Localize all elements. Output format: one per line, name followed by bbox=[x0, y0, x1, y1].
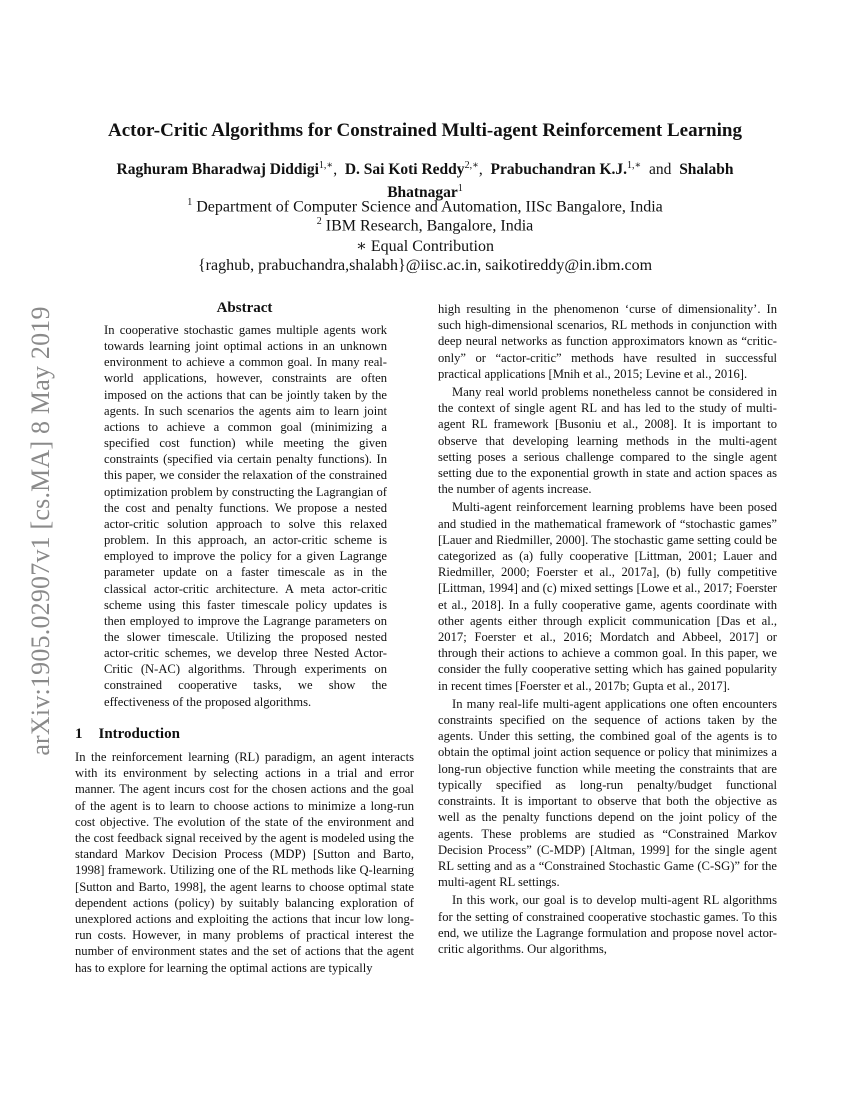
section-number: 1 bbox=[75, 726, 83, 742]
paper-title: Actor-Critic Algorithms for Constrained Multi-agent Reinforcement Learning bbox=[108, 120, 742, 141]
author-list: Raghuram Bharadwaj Diddigi$^{1,∗}$, D. Sai Koti Reddy$^{2,∗}$, Prabuchandran K.J.$^{1,∗}$ and Shalabh Bhatnagar$^1$ bbox=[116, 160, 734, 202]
affiliation-text: Department of Computer Science and Automation, IISc Bangalore, India bbox=[196, 198, 663, 216]
right-column-body bbox=[438, 301, 777, 959]
affiliation-text: IBM Research, Bangalore, India bbox=[325, 217, 534, 235]
body-paragraph: In many real-life multi-agent applications one often encounters constraints specified on the sequence of actions taken by the agents. Under this setting, the combined goal of the agents is to obtain the optimal joint action sequence or policy that minimizes a long-run objective function while meeting the constraints that are typically specified as long-run penalty/budget functional constraints. It is important to observe that both the objective as well as the penalty functions depend on the joint policy of the agents. These problems are studied as “Constrained Markov Decision Process” (C-MDP) [Altman, 1999] for the single agent RL setting and as a “Constrained Stochastic Game (C-SG)” for the multi-agent RL settings. bbox=[438, 696, 777, 890]
abstract-heading: Abstract bbox=[216, 300, 273, 316]
affiliation-line bbox=[60, 236, 790, 256]
author-affil-mark: 2,∗ bbox=[464, 160, 479, 171]
author-emails: {raghub, prabuchandra,shalabh}@iisc.ac.in, saikotireddy@in.ibm.com bbox=[197, 257, 653, 274]
section-title: Introduction bbox=[98, 726, 180, 742]
body-paragraph: In the reinforcement learning (RL) paradigm, an agent interacts with its environment by selecting actions in a trial and error manner. The agent incurs cost for the chosen actions and the goal of the agent is to learn to choose actions to minimize a long-run cost objective. The evolution of the state of the environment and the cost feedback signal received by the agent is modeled using the standard Markov Decision Process (MDP) [Sutton and Barto, 1998] framework. Utilizing one of the RL methods like Q-learning [Sutton and Barto, 1998], the agent learns to choose optimal state dependent actions (policy) by suitably balancing exploration of unexplored actions and exploiting the actions that incur low long-run costs. However, in many problems of practical interest the number of environment states and the set of actions that the agent has to explore for learning the optimal actions are typically bbox=[75, 750, 414, 975]
author-affil-mark: 1,∗ bbox=[627, 160, 642, 171]
body-paragraph: Many real world problems nonetheless cannot be considered in the context of single agent RL and has led to the study of multi-agent RL framework [Busoniu et al., 2008]. It is important to observe that developing learning methods in the multi-agent setting poses a serious challenge compared to the single agent setting due to the exponential growth in state and action spaces as the number of agents increase. bbox=[438, 385, 777, 497]
affiliation-mark: 2 bbox=[316, 216, 322, 227]
affiliation-mark: ∗ bbox=[356, 238, 367, 255]
author-name: Shalabh Bhatnagar bbox=[387, 161, 734, 202]
author-affil-mark: 1,∗ bbox=[318, 160, 334, 171]
author-conjunction: and bbox=[649, 161, 672, 179]
arxiv-stamp-text: arXiv:1905.02907v1 [cs.MA] 8 May 2019 bbox=[26, 306, 55, 756]
affiliation-line bbox=[60, 197, 790, 216]
affiliation-line bbox=[60, 216, 790, 235]
body-paragraph: In this work, our goal is to develop multi-agent RL algorithms for the setting of constrained cooperative stochastic games. To this end, we utilize the Lagrange formulation and propose novel actor-critic algorithms. Our algorithms, bbox=[438, 893, 777, 956]
body-paragraph: Multi-agent reinforcement learning problems have been posed and studied in the mathematical framework of “stochastic games” [Lauer and Riedmiller, 2000]. The stochastic game setting could be categorized as (a) fully cooperative [Littman, 2001; Lauer and Riedmiller, 2000; Foerster et al., 2017a], (b) fully competitive [Littman, 1994] and (c) mixed settings [Lowe et al., 2017; Foerster et al., 2018]. In a fully cooperative game, agents coordinate with other agents either through explicit communication [Das et al., 2017; Foerster et al., 2016; Mordatch and Abbeel, 2017] or through their actions to achieve a common goal. In this paper, we consider the fully cooperative setting which has gained popularity in recent times [Foerster et al., 2017b; Gupta et al., 2017]. bbox=[438, 500, 777, 693]
affiliation-mark: 1 bbox=[187, 197, 193, 208]
author-name: Raghuram Bharadwaj Diddigi bbox=[116, 161, 319, 179]
body-paragraph: high resulting in the phenomenon ‘curse of dimensionality’. In such high-dimensional scenarios, RL methods in conjunction with deep neural networks as function approximators known as “critic-only” or “actor-critic” methods have resulted in successful practical applications [Mnih et al., 2015; Levine et al., 2016]. bbox=[438, 302, 777, 381]
section-heading bbox=[75, 726, 180, 743]
author-affil-mark: 1 bbox=[457, 183, 463, 195]
author-name: D. Sai Koti Reddy bbox=[344, 161, 465, 179]
author-name: Prabuchandran K.J. bbox=[490, 161, 627, 179]
left-column-body bbox=[75, 749, 414, 978]
affiliation-text: Equal Contribution bbox=[370, 238, 494, 255]
abstract-text: In cooperative stochastic games multiple agents work towards learning joint optimal actions in an unknown environment to achieve a common goal. In many real-world applications, however, constraints are often imposed on the actions that can be jointly taken by the agents. In such scenarios the agents aim to learn joint actions to achieve a common goal (minimizing a specified cost function) while meeting the given constraints (specified via certain penalty functions). In this paper, we consider the relaxation of the constrained optimization problem by constructing the Lagrangian of the cost and penalty functions. We propose a nested actor-critic solution approach to solve this relaxed problem. In this approach, an actor-critic scheme is employed to improve the policy for a given Lagrange parameter update on a faster timescale as in the classical actor-critic architecture. A meta actor-critic scheme using this faster timescale policy updates is then employed to improve the Lagrange parameters on the slower timescale. Utilizing the proposed nested actor-critic schemes, we develop three Nested Actor-Critic (N-AC) algorithms. Through experiments on constrained cooperative tasks, we show the effectiveness of the proposed algorithms. bbox=[104, 323, 387, 709]
arxiv-stamp bbox=[22, 286, 60, 776]
